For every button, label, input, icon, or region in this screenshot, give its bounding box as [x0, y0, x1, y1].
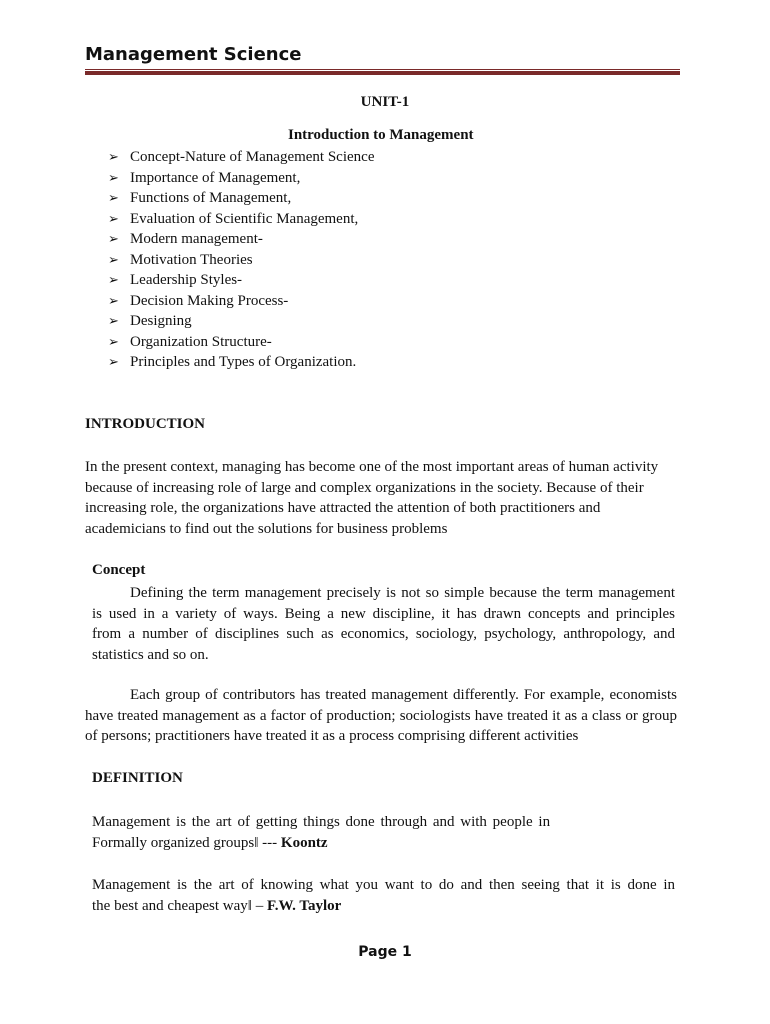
paragraph-line: In the present context, managing has become one of the most important areas of human activity — [85, 459, 659, 475]
paragraph-line: is used in a variety of ways. Being a new discipline, it has drawn concepts and principles — [92, 605, 675, 622]
topic-item: ➢ Concept-Nature of Management Science — [108, 147, 374, 168]
paragraph-line: Defining the term management precisely is not so simple because the term management — [130, 585, 675, 601]
paragraph-line: from a number of disciplines such as economics, sociology, psychology, anthropology, and — [92, 626, 675, 642]
definition-line: Formally organized groups‖ --- Koontz — [92, 834, 328, 851]
arrow-bullet-icon: ➢ — [108, 314, 119, 329]
topic-item: ➢ Evaluation of Scientific Management, — [108, 209, 374, 230]
definition-line: Management is the art of getting things done through and with people in — [92, 814, 551, 830]
header-rule — [85, 69, 680, 75]
definition-line: Management is the art of knowing what you want to do and then seeing that it is done in — [92, 877, 675, 893]
topic-item: ➢ Decision Making Process- — [108, 291, 374, 312]
paragraph-line: have treated management as a factor of production; sociologists have treated it as a class or group — [85, 707, 677, 724]
introduction-heading: INTRODUCTION — [85, 416, 206, 432]
topic-list — [108, 147, 374, 373]
definition-author: Koontz — [280, 834, 328, 851]
topic-item: ➢ Motivation Theories — [108, 250, 374, 271]
page-number: Page 1 — [358, 944, 412, 960]
definition-2 — [92, 875, 675, 916]
definition-author: F.W. Taylor — [266, 897, 342, 914]
topic-item: ➢ Importance of Management, — [108, 168, 374, 189]
arrow-bullet-icon: ➢ — [108, 211, 119, 227]
definition-1 — [92, 812, 675, 853]
concept-paragraph-2 — [85, 685, 677, 747]
arrow-bullet-icon: ➢ — [108, 170, 119, 186]
paragraph-line: increasing role, the organizations have attracted the attention of both practitioners and — [85, 500, 601, 516]
topic-item: ➢ Principles and Types of Organization. — [108, 352, 374, 373]
topic-item: ➢ Organization Structure- — [108, 332, 374, 353]
topic-item: ➢ Modern management- — [108, 229, 374, 250]
unit-subtitle: Introduction to Management — [288, 127, 474, 143]
page-header-title: Management Science — [85, 44, 302, 65]
definition-heading: DEFINITION — [92, 770, 183, 786]
definition-line: the best and cheapest way‖ – F.W. Taylor — [92, 897, 342, 914]
paragraph-line: Each group of contributors has treated management differently. For example, economists — [130, 687, 677, 703]
arrow-bullet-icon: ➢ — [108, 273, 119, 288]
topic-item: ➢ Functions of Management, — [108, 188, 374, 209]
arrow-bullet-icon: ➢ — [108, 355, 119, 370]
arrow-bullet-icon: ➢ — [108, 252, 119, 268]
arrow-bullet-icon: ➢ — [108, 232, 119, 247]
paragraph-line: statistics and so on. — [92, 646, 209, 663]
arrow-bullet-icon: ➢ — [108, 150, 119, 165]
arrow-bullet-icon: ➢ — [108, 334, 119, 350]
introduction-paragraph — [85, 457, 675, 539]
topic-item: ➢ Leadership Styles- — [108, 270, 374, 291]
arrow-bullet-icon: ➢ — [108, 191, 119, 206]
concept-paragraph-1 — [92, 583, 675, 665]
paragraph-line: of persons; practitioners have treated it as a process comprising different activities — [85, 728, 579, 744]
concept-heading: Concept — [92, 562, 146, 578]
paragraph-line: because of increasing role of large and complex organizations in the society. Because of their — [85, 479, 644, 496]
paragraph-line: academicians to find out the solutions for business problems — [85, 520, 448, 537]
unit-label: UNIT-1 — [360, 94, 410, 110]
arrow-bullet-icon: ➢ — [108, 293, 119, 309]
topic-item: ➢ Designing — [108, 311, 374, 332]
